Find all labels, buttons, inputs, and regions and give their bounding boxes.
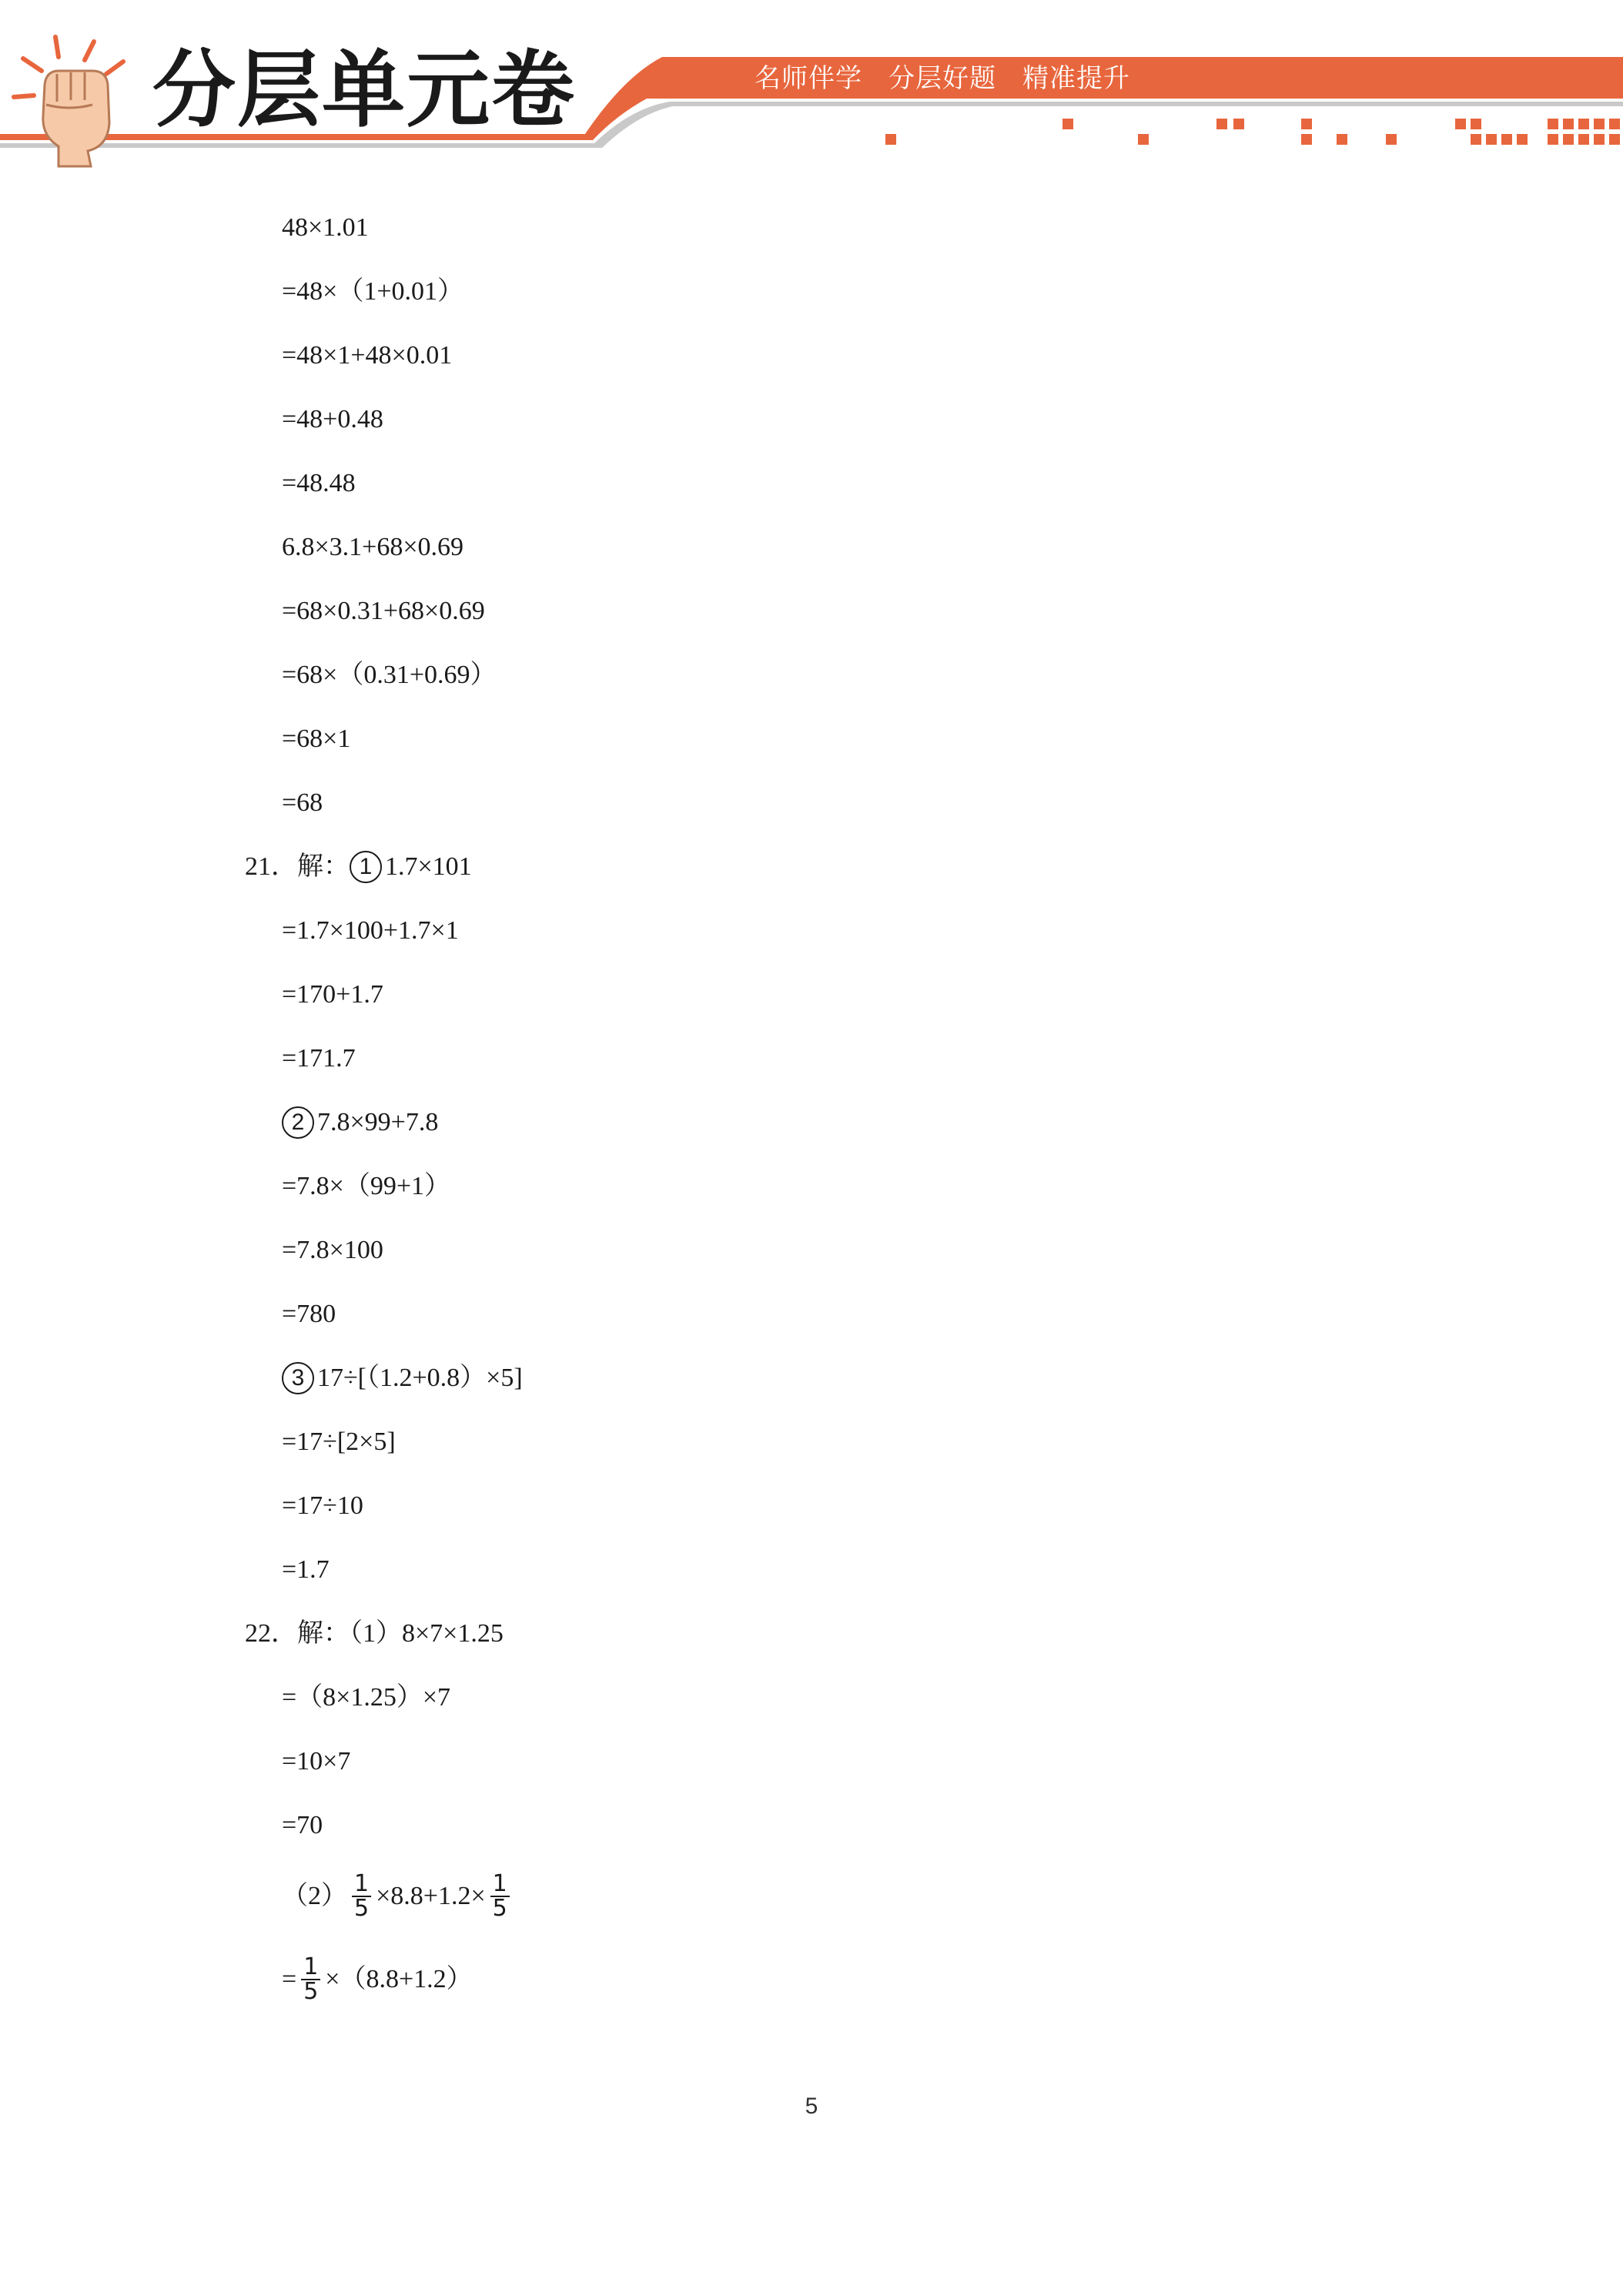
fraction-line-2 — [282, 1870, 514, 1922]
slogan-1: 名师伴学 — [755, 63, 862, 94]
math-expression: ×8.8+1.2× — [376, 1882, 486, 1910]
slogan-3: 精准提升 — [1022, 63, 1130, 94]
math-line: =7.8×100 — [282, 1236, 383, 1264]
math-line: =68 — [282, 788, 323, 817]
circled-number-2: 2 — [282, 1106, 314, 1139]
circled-number-3: 3 — [282, 1362, 314, 1394]
fraction — [352, 1870, 371, 1922]
fraction-numerator: 1 — [354, 1870, 370, 1897]
math-line: 6.8×3.1+68×0.69 — [282, 533, 464, 561]
math-line: =68×1 — [282, 725, 351, 753]
brand-title: 分层单元卷 — [152, 42, 577, 139]
question-21-heading — [245, 848, 472, 885]
fraction — [490, 1870, 510, 1922]
math-line: 48×1.01 — [282, 213, 369, 242]
fraction-line-3 — [282, 1953, 473, 2005]
math-line: =7.8×（99+1） — [282, 1172, 451, 1200]
equals-sign: = — [282, 1965, 297, 1993]
math-line: =17÷10 — [282, 1491, 363, 1520]
math-line: =1.7×100+1.7×1 — [282, 916, 459, 945]
math-line: =48.48 — [282, 469, 356, 497]
fraction-numerator: 1 — [492, 1870, 507, 1897]
math-line: =68×（0.31+0.69） — [282, 661, 497, 689]
math-expression: 17÷[（1.2+0.8）×5] — [317, 1364, 523, 1392]
math-line: =48+0.48 — [282, 405, 383, 433]
pixel-decoration — [885, 119, 1620, 145]
fraction-numerator: 1 — [303, 1953, 319, 1980]
sub-question-3 — [282, 1360, 523, 1397]
page-number: 5 — [805, 2094, 818, 2119]
math-line: =48×（1+0.01） — [282, 277, 464, 306]
question-21-prefix: 21．解： — [245, 852, 350, 881]
math-line: =48×1+48×0.01 — [282, 341, 453, 370]
question-22-heading: 22．解：（1）8×7×1.25 — [245, 1619, 504, 1648]
math-line: =171.7 — [282, 1044, 356, 1073]
math-line: =17÷[2×5] — [282, 1427, 396, 1456]
math-line: =1.7 — [282, 1555, 330, 1584]
fraction — [301, 1953, 320, 2005]
sub-question-label: （2） — [282, 1882, 347, 1910]
fist-icon — [8, 31, 139, 169]
math-line: =780 — [282, 1300, 336, 1328]
header-slogan — [755, 57, 1156, 100]
circled-number-1: 1 — [350, 851, 382, 883]
fraction-denominator: 5 — [352, 1896, 371, 1920]
math-line: =10×7 — [282, 1747, 351, 1776]
math-line: =（8×1.25）×7 — [282, 1683, 451, 1712]
math-expression: 7.8×99+7.8 — [317, 1108, 439, 1136]
sub-question-2 — [282, 1104, 438, 1141]
math-line: =70 — [282, 1811, 323, 1839]
math-expression: 1.7×101 — [385, 852, 472, 881]
fraction-denominator: 5 — [490, 1896, 510, 1920]
page-header — [0, 0, 1623, 169]
math-expression: ×（8.8+1.2） — [325, 1965, 473, 1993]
fraction-denominator: 5 — [301, 1979, 320, 2003]
math-line: =68×0.31+68×0.69 — [282, 597, 485, 625]
slogan-2: 分层好题 — [888, 63, 996, 94]
math-line: =170+1.7 — [282, 980, 383, 1009]
